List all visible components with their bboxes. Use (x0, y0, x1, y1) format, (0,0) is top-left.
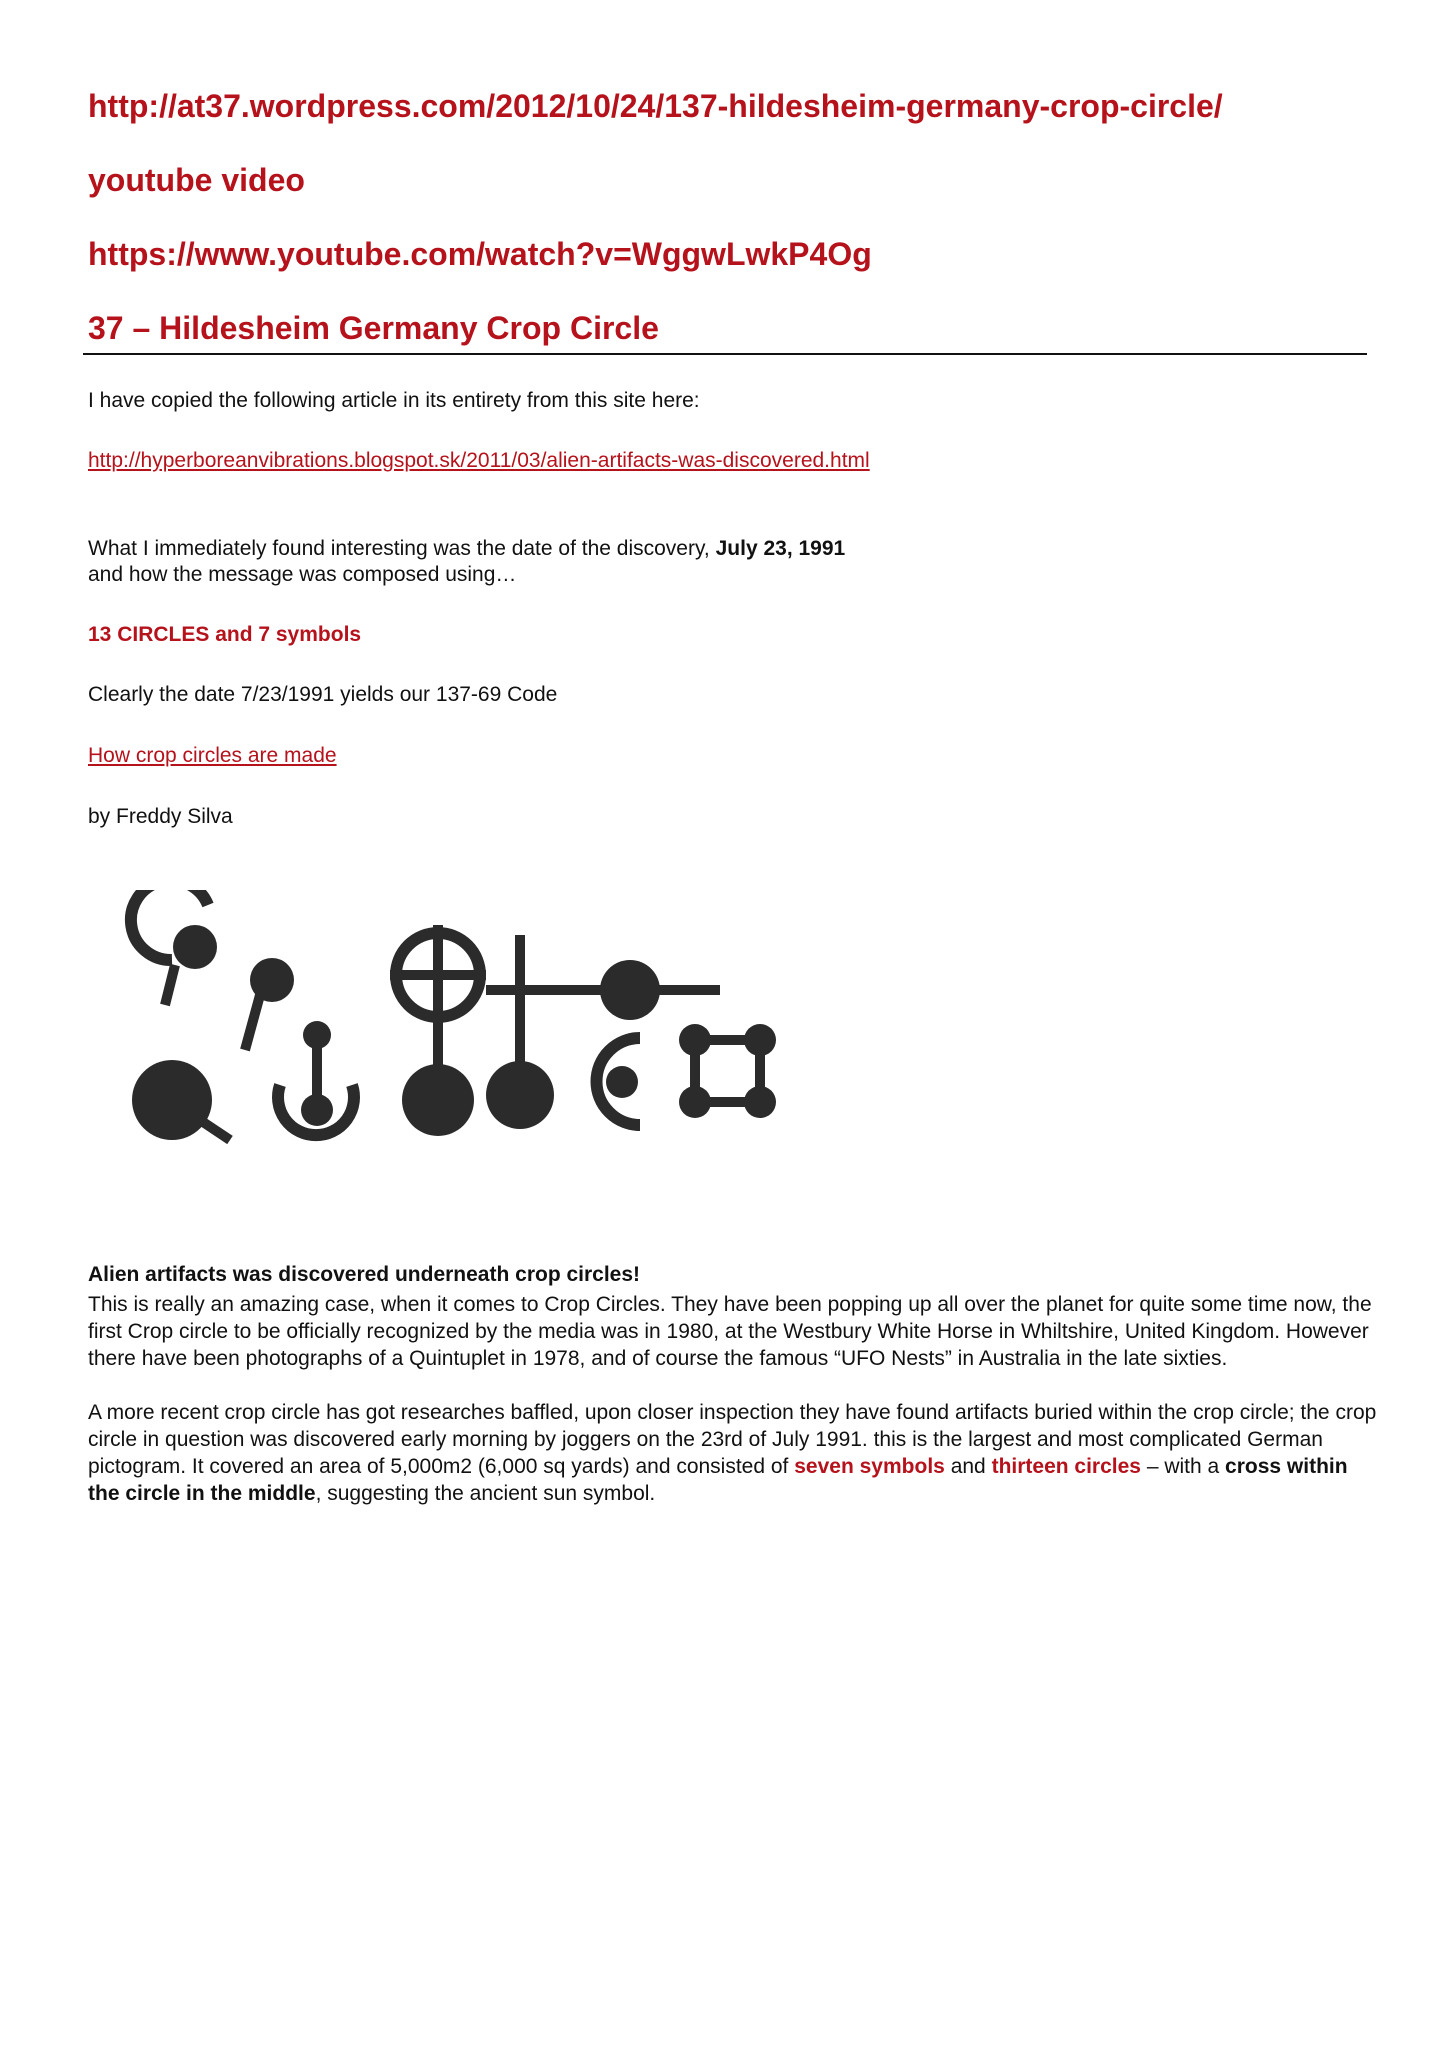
article-title: 37 – Hildesheim Germany Crop Circle (88, 310, 659, 346)
code-line: Clearly the date 7/23/1991 yields our 137-69 Code (88, 683, 558, 706)
intro-text: I have copied the following article in its entirety from this site here: (88, 389, 700, 412)
how-crop-circles-link[interactable]: How crop circles are made (88, 744, 337, 767)
seven-symbols: seven symbols (794, 1455, 945, 1478)
para2-with: – with a (1146, 1455, 1220, 1478)
paragraph-1: This is really an amazing case, when it comes to Crop Circles. They have been popping up all over the planet for quite some time now, the first Crop circle to be officially recognized by the media was in 1980, at the Westbury White Horse in Whiltshire, United Kingdom. However there have been photographs of a Quintuplet in 1978, and of course the famous “UFO Nests” in Australia in the late sixties. (88, 1293, 1372, 1370)
thirteen-circles: thirteen circles (991, 1455, 1141, 1478)
at37-link[interactable]: http://at37.wordpress.com/2012/10/24/137-hildesheim-germany-crop-circle/ (88, 88, 1223, 124)
discovery-line-2: and how the message was composed using… (88, 563, 517, 586)
para2-end: , suggesting the ancient sun symbol. (315, 1482, 656, 1505)
article-title-block (83, 308, 1367, 355)
para2-text-a: A more recent crop circle has got researches baffled, upon closer inspection they have found artifacts buried within the crop circle; the crop circle in question was discovered early morning by joggers on the 23rd of July 1991. this is the largest and most complicated German pictogram. It covered an area of 5,000m2 (6,000 sq yards) and consisted of (88, 1401, 1377, 1478)
byline: by Freddy Silva (88, 805, 233, 828)
source-link[interactable]: http://hyperboreanvibrations.blogspot.sk/2011/03/alien-artifacts-was-discovered.html (88, 449, 870, 472)
para2-and: and (950, 1455, 986, 1478)
discovery-line-1 (88, 536, 845, 562)
discovery-date: July 23, 1991 (715, 537, 846, 560)
paragraph-2 (88, 1399, 1378, 1507)
discovery-prefix: What I immediately found interesting was the date of the discovery, (88, 537, 710, 560)
crop-circle-pictogram (120, 890, 800, 1180)
youtube-link[interactable]: https://www.youtube.com/watch?v=WggwLwkP4Og (88, 236, 872, 272)
pictogram-svg (120, 890, 800, 1180)
cross-phrase: cross within the circle in the middle (88, 1455, 1348, 1505)
circles-symbols-text: 13 CIRCLES and 7 symbols (88, 623, 362, 646)
youtube-label: youtube video (88, 162, 305, 198)
section-heading: Alien artifacts was discovered underneath crop circles! (88, 1263, 641, 1286)
